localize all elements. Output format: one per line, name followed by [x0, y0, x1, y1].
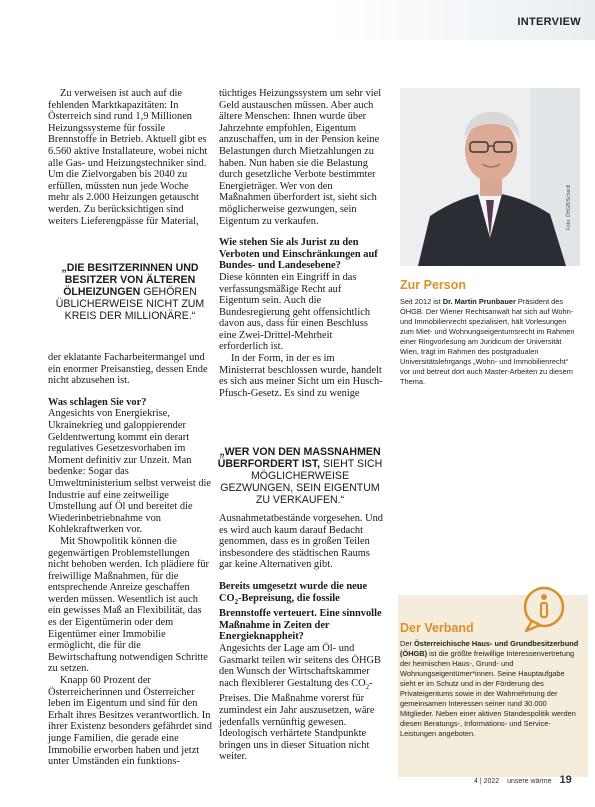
verband-text-part: ist die größte freiwillige Interessenvertretung der heimischen Haus-, Grund- und Wohnungseigentümer*innen. Seine Hauptaufgabe sieht er im Schutz und in der Förderung des Privateigentums sowie in der Wahrnehmung der gemeinsamen Interessen seiner rund 30.000 Mitglieder. Neben einer aktiven Standespolitik werden diesen Beratungs-, Informations- und Service-Leistungen angeboten. [400, 649, 576, 738]
verband-text [400, 639, 582, 739]
portrait-photo [400, 88, 580, 266]
portrait-illustration [400, 88, 580, 266]
subscript: 2 [234, 597, 239, 606]
verband-org: Österreichische Haus- und Grundbesitzerbund (ÖHGB) [400, 639, 579, 658]
article-column-1b [48, 352, 212, 768]
paragraph: In der Form, in der es im Ministerrat beschlossen wurde, handelt es sich aus meiner Sicht um ein Husch-Pfusch-Gesetz. Es sind zu wenige [219, 353, 383, 399]
pull-quote-rest: SIEHT SICH MÖGLICHERWEISE GEZWUNGEN, SEIN EIGENTUM ZU VERKAUFEN.“ [220, 458, 383, 506]
pull-quote-bold: „DIE BESITZERINNEN UND BESITZER VON ÄLTEREN ÖLHEIZUNGEN [61, 262, 199, 298]
article-column-1 [48, 88, 212, 227]
paragraph: Ausnahmetatbestände vorgesehen. Und es wird auch kaum darauf Bedacht genommen, dass es in großen Teilen insbesondere des städtischen Raums gar keine Alternativen gibt. [219, 513, 383, 571]
question-heading: Was schlagen Sie vor? [48, 396, 147, 408]
paragraph: Angesichts von Energiekrise, Ukrainekrieg und galoppierender Geldentwertung kommt ein derart regulatives Gesetzesvorhaben im Moment definitiv zur Unzeit. Man bedenke: Sogar das Umweltministerium selbst verweist die Industrie auf eine zeitweilige Umstellung auf Öl und bereitet die Wiederinbetriebnahme von Kohlekraftwerken vor. [48, 408, 212, 536]
pull-quote-rest: GEHÖREN ÜBLICHERWEISE NICHT ZUM KREIS DER MILLIONÄRE.“ [55, 286, 205, 322]
person-name: Dr. Martin Prunbauer [442, 297, 516, 306]
article-column-2 [219, 88, 383, 399]
header-bar [0, 0, 595, 40]
pull-quote-2 [216, 446, 384, 506]
pull-quote-1 [44, 262, 216, 322]
paragraph: Knapp 60 Prozent der Österreicherinnen und Österreicher leben im Eigentum und sind für den Erhalt ihres Besitzes verantwortlich. In ihrer Existenz besonders gefährdet sind junge Familien, die gerade eine Immobilie erworben haben und jetzt unter Umständen ein funktions- [48, 675, 212, 768]
person-title: Zur Person [400, 278, 466, 292]
paragraph: der eklatante Facharbeitermangel und ein enormer Preisanstieg, dessen Ende nicht abzusehen ist. [48, 352, 208, 387]
person-text-part: Seit 2012 ist [400, 297, 443, 306]
verband-title: Der Verband [400, 621, 474, 635]
photo-credit: Foto: ÖHGB/Scheidl [566, 184, 572, 230]
paragraph: Mit Showpolitik können die gegenwärtigen Problemstellungen nicht behoben werden. Ich plädiere für freiwillige Maßnahmen, für die entsprechende Anreize geschaffen werden müssen. Wesentlich ist auch ein gewisses Maß an Flexibilität, das es der Eigentümerin oder dem Eigentümer einer Immobilie ermöglicht, die für die Bewirtschaftung notwendigen Schritte zu setzen. [48, 535, 209, 675]
pull-quote-bold: „WER VON DEN MASSNAHMEN ÜBERFORDERT IST, [217, 446, 381, 470]
paragraph-part: Angesichts der Lage am Öl- und Gasmarkt teilen wir seitens des ÖHGB den Wunsch der Wirtschaftskammer nach flexiblerer Gestaltung des CO [219, 643, 381, 689]
magazine-name: unsere wärme [507, 778, 552, 785]
question-heading [219, 581, 383, 643]
paragraph: tüchtiges Heizungssystem um sehr viel Geld austauschen müssen. Aber auch ältere Menschen: Ihnen wurde über Jahrzehnte empfohlen, Eigentum anzuschaffen, um in der Pension keine Belastungen durch Mietzahlungen zu haben. Nun haben sie die Belastung durch gesetzliche Verbote bestimmter Energieträger. Wer von den Maßnahmen überfordert ist, sieht sich möglicherweise gezwungen, sein Eigentum zu verkaufen. [219, 88, 382, 227]
person-text-part: Präsident des ÖHGB. Der Wiener Rechtsanwalt hat sich auf Wohn- und Immobilienrecht spezialisiert, hält Vorlesungen zum Miet- und Wohnungseigentumsrecht im Rahmen einer Ringvorlesung am Juridicum der Universität Wien, trägt im Rahmen des postgradualen Universitätslehrgangs „Wohn- und Immobilienrecht“ vor und betreut dort auch Master-Arbeiten zu diesem Thema. [400, 297, 575, 386]
page-footer [474, 774, 572, 786]
person-text [400, 297, 580, 387]
paragraph: Zu verweisen ist auch auf die fehlenden Marktkapazitäten: In Österreich sind rund 1,9 Millionen Heizungssysteme für fossile Brennstoffe in Betrieb. Aktuell gibt es 6.560 aktive Installateure, wobei nicht alle Gas- und Heizungstechniker sind. Um die Zielvorgaben bis 2040 zu erfüllen, müssten nun jede Woche mehr als 2.000 Heizungen getauscht werden. Zu berücksichtigen sind weiters Lieferengpässe für Material, [48, 88, 208, 227]
verband-text-part: Der [400, 639, 414, 648]
subscript: 2 [365, 682, 370, 691]
paragraph [219, 643, 383, 763]
paragraph: Diese könnten ein Eingriff in das verfassungsmäßige Recht auf Eigentum sein. Auch die Bundesregierung geht offensichtlich davon aus, dass für einen Beschluss eine Zwei-Drittel-Mehrheit erforderlich ist. [219, 271, 371, 353]
verband-box [398, 595, 588, 777]
question-part: -Bepreisung, die fossile Brennstoffe verteuert. Eine sinnvolle Maßnahme in Zeiten der Energieknappheit? [219, 592, 382, 643]
info-icon [518, 583, 570, 635]
page-number: 19 [559, 774, 572, 786]
section-label: INTERVIEW [517, 16, 581, 28]
paragraph-part: -Preises. Die Maßnahme vorerst für zumindest ein Jahr auszusetzen, wäre jedenfalls vernünftig gewesen. Ideologisch verhärtete Standpunkte bringen uns in dieser Situation nicht weiter. [219, 677, 375, 763]
question-heading: Wie stehen Sie als Jurist zu den Verboten und Einschränkungen auf Bundes- und Landesebene? [219, 237, 378, 272]
issue-number: 4 | 2022 [474, 778, 500, 785]
article-column-2b [219, 513, 383, 763]
question-part: Bereits umgesetzt wurde die neue CO [219, 580, 368, 604]
